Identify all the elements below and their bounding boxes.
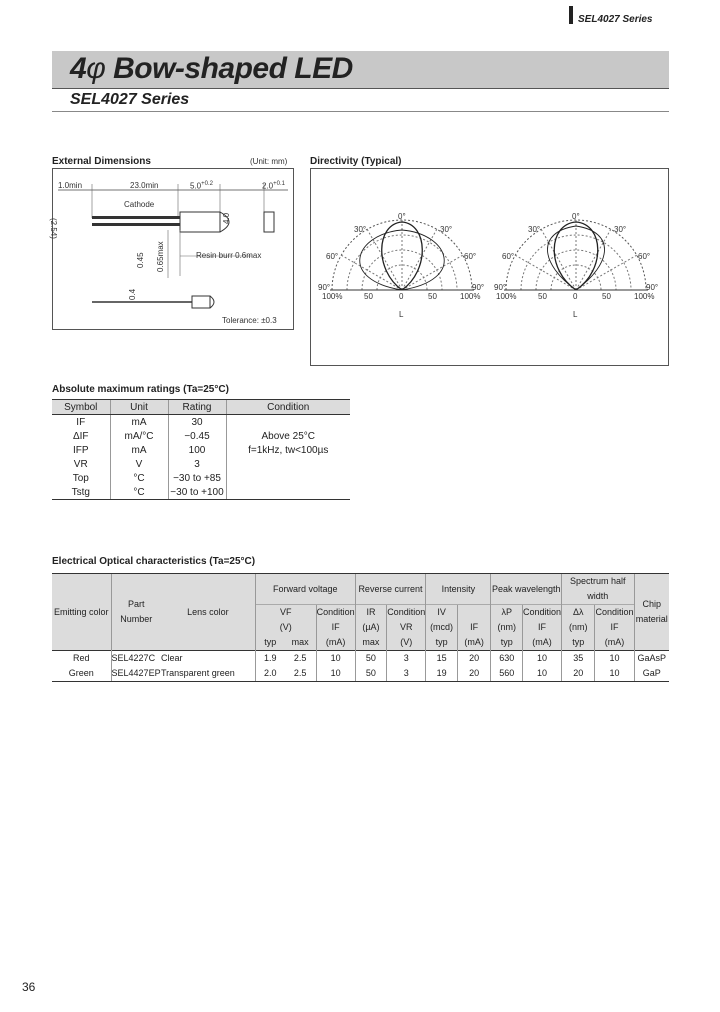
eoc-header: (V) (387, 635, 426, 651)
angle-label: 60° (638, 252, 651, 261)
tick-label: 50 (364, 292, 373, 301)
cathode-label: Cathode (124, 200, 155, 209)
eoc-header: (mA) (316, 635, 355, 651)
cell: GaP (634, 666, 669, 682)
cell (226, 471, 350, 485)
amr-table (52, 399, 350, 500)
table-row (52, 415, 350, 430)
cell: 20 (457, 651, 491, 667)
amr-header-row (52, 400, 350, 415)
amr-header: Symbol (52, 400, 110, 415)
dimensions-unit: (Unit: mm) (250, 157, 288, 166)
cell: 10 (595, 651, 634, 667)
cell: ΔIF (72, 430, 89, 442)
tick-label: 50 (538, 292, 547, 301)
cell: Red (52, 651, 111, 667)
cell: −30 to +100 (168, 485, 226, 500)
eoc-title: Electrical Optical characteristics (Ta=25°C) (52, 556, 256, 567)
dim-1: 1.0min (58, 181, 83, 190)
cell: 2.0 (255, 666, 284, 682)
tick-label: 100% (634, 292, 655, 301)
cell: 3 (387, 651, 426, 667)
cell: f=1kHz, tw<100µs (226, 443, 350, 457)
amr-header: Condition (226, 400, 350, 415)
dim-8: 0.65max (156, 241, 165, 272)
table-row (52, 485, 350, 500)
dimension-drawing (52, 168, 294, 330)
angle-label: 90° (494, 283, 507, 292)
cell: 630 (491, 651, 523, 667)
cell: IFP (72, 444, 89, 456)
directivity-title: Directivity (Typical) (310, 156, 402, 167)
tick-label: 100% (460, 292, 481, 301)
tolerance-label: Tolerance: ±0.3 (222, 316, 277, 325)
title-rule (52, 88, 669, 89)
cell: 20 (457, 666, 491, 682)
angle-label: 60° (502, 252, 515, 261)
eoc-table (52, 573, 669, 682)
dim-9: 0.4 (128, 288, 137, 300)
cell: SEL4227C (111, 651, 161, 667)
cell: 3 (168, 457, 226, 471)
table-row (52, 443, 350, 457)
table-row (52, 471, 350, 485)
eoc-header: Condition VR (387, 605, 426, 636)
table-row (52, 457, 350, 471)
dim-6: 4.0 (222, 212, 231, 224)
cell: IF (76, 416, 86, 428)
eoc-header: λP (nm) (491, 605, 523, 636)
dimensions-title: External Dimensions (52, 156, 151, 167)
eoc-header: Emitting color (52, 574, 111, 651)
cell: SEL4427EP (111, 666, 161, 682)
page-title: 4φ Bow-shaped LED (70, 52, 353, 85)
cell: 10 (522, 651, 561, 667)
tick-label: 50 (602, 292, 611, 301)
cell: °C (110, 471, 168, 485)
tick-label: 0 (573, 292, 578, 301)
cell: GaAsP (634, 651, 669, 667)
eoc-header: Condition IF (522, 605, 561, 636)
cell: mA (110, 443, 168, 457)
cell (226, 415, 350, 430)
cell: 35 (562, 651, 595, 667)
eoc-header: Condition IF (316, 605, 355, 636)
cell: 10 (522, 666, 561, 682)
tick-label: 50 (428, 292, 437, 301)
angle-label: 60° (464, 252, 477, 261)
eoc-header-row (52, 574, 669, 605)
tick-label: 100% (322, 292, 343, 301)
eoc-header: Peak wavelength (491, 574, 562, 605)
eoc-header: Δλ (nm) (562, 605, 595, 636)
cell: 20 (562, 666, 595, 682)
dim-5: (2.54) (49, 218, 58, 239)
directivity-charts (312, 170, 666, 330)
page-number: 36 (22, 980, 36, 994)
amr-header: Unit (110, 400, 168, 415)
chart-marker: L (573, 310, 578, 319)
eoc-header: VF (V) (255, 605, 316, 636)
cell: mA (110, 415, 168, 430)
eoc-header: typ (426, 635, 458, 651)
cell: 15 (426, 651, 458, 667)
cell: 50 (355, 651, 387, 667)
eoc-header: IR (µA) (355, 605, 387, 636)
eoc-header: typ (255, 635, 284, 651)
amr-header: Rating (168, 400, 226, 415)
cell (226, 485, 350, 500)
angle-label: 30° (440, 225, 453, 234)
angle-label: 0° (398, 212, 406, 221)
cell: −0.45 (168, 429, 226, 443)
cell: Transparent green (161, 666, 255, 682)
cell: Green (52, 666, 111, 682)
cell: 1.9 (255, 651, 284, 667)
eoc-header: (mA) (522, 635, 561, 651)
eoc-header: Intensity (426, 574, 491, 605)
dim-2: 23.0min (130, 181, 159, 190)
eoc-header: Spectrum half width (562, 574, 635, 605)
cell: 50 (355, 666, 387, 682)
series-label: SEL4027 Series (578, 14, 653, 25)
eoc-header: typ (491, 635, 523, 651)
dim-7: 0.45 (136, 252, 145, 268)
table-row (52, 651, 669, 667)
eoc-header: typ (562, 635, 595, 651)
eoc-header: Condition IF (595, 605, 634, 636)
cell: 10 (595, 666, 634, 682)
tick-label: 0 (399, 292, 404, 301)
tick-label: 100% (496, 292, 517, 301)
eoc-header: max (285, 635, 316, 651)
angle-label: 90° (318, 283, 331, 292)
cell (226, 457, 350, 471)
cell: 3 (387, 666, 426, 682)
eoc-header: IV (mcd) (426, 605, 458, 636)
cell: 10 (316, 666, 355, 682)
resin-burr-label: Resin burr 0.6max (196, 251, 262, 260)
eoc-header: Chip material (634, 574, 669, 651)
subtitle-rule (52, 111, 669, 112)
eoc-header: (mA) (595, 635, 634, 651)
cell: 30 (168, 415, 226, 430)
cell: Clear (161, 651, 255, 667)
eoc-header: max (355, 635, 387, 651)
amr-title: Absolute maximum ratings (Ta=25°C) (52, 384, 229, 395)
cell: mA/°C (110, 429, 168, 443)
cell: −30 to +85 (168, 471, 226, 485)
angle-label: 90° (646, 283, 659, 292)
series-mark (569, 6, 573, 24)
cell: Tstg (52, 485, 110, 500)
table-row (52, 666, 669, 682)
cell: 19 (426, 666, 458, 682)
page-subtitle: SEL4027 Series (70, 91, 190, 108)
dim-4: $2.0^{+0.1}$ (262, 181, 285, 191)
cell: Top (72, 472, 89, 484)
cell: Above 25°C (226, 429, 350, 443)
cell: °C (110, 485, 168, 500)
cell: 2.5 (285, 651, 316, 667)
angle-label: 30° (528, 225, 541, 234)
cell: 10 (316, 651, 355, 667)
eoc-header: Part Number (111, 574, 161, 651)
eoc-header: Forward voltage (255, 574, 355, 605)
angle-label: 0° (572, 212, 580, 221)
cell: VR (73, 458, 88, 470)
cell: V (110, 457, 168, 471)
cell: 560 (491, 666, 523, 682)
dim-3: $5.0^{+0.2}$ (190, 181, 213, 191)
angle-label: 90° (472, 283, 485, 292)
angle-label: 30° (614, 225, 627, 234)
eoc-header: IF (457, 605, 491, 636)
chart-marker: L (399, 310, 404, 319)
angle-label: 60° (326, 252, 339, 261)
cell: 2.5 (285, 666, 316, 682)
table-row (52, 429, 350, 443)
eoc-header: Reverse current (355, 574, 426, 605)
polar-chart-left (330, 218, 477, 290)
eoc-header: (mA) (457, 635, 491, 651)
cell: 100 (168, 443, 226, 457)
polar-chart-right (504, 218, 651, 290)
angle-label: 30° (354, 225, 367, 234)
eoc-header: Lens color (161, 574, 255, 651)
